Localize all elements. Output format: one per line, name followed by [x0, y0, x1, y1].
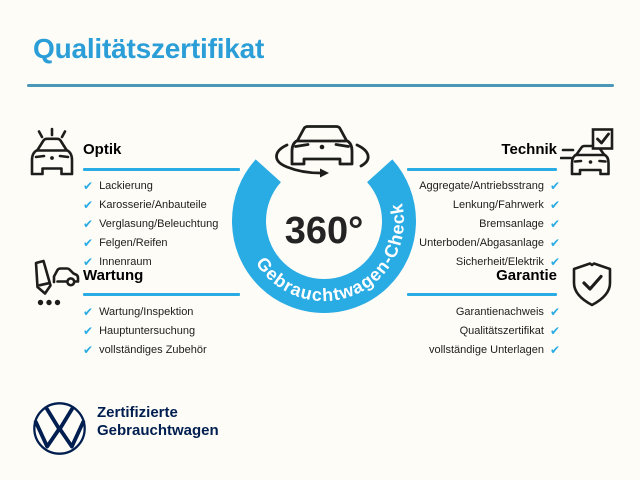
brand-wordmark	[97, 404, 219, 440]
checklist-item-label: Karosserie/Anbauteile	[99, 198, 207, 211]
check-icon: ✔	[83, 216, 94, 231]
checklist-optik	[83, 176, 218, 271]
check-icon: ✔	[549, 342, 560, 357]
checklist-item-label: Verglasung/Beleuchtung	[99, 217, 219, 230]
car-checkbox-icon	[560, 126, 616, 182]
brand-line-1: Zertifizierte	[97, 404, 178, 421]
checklist-item-label: Aggregate/Antriebsstrang	[419, 179, 544, 192]
checklist-item	[429, 340, 560, 359]
checklist-item-label: Wartung/Inspektion	[99, 305, 194, 318]
checklist-item	[419, 233, 560, 252]
checklist-item-label: Lenkung/Fahrwerk	[452, 198, 544, 211]
checklist-item	[419, 214, 560, 233]
section-title-wartung: Wartung	[83, 267, 144, 284]
checklist-item-label: Sicherheit/Elektrik	[455, 255, 544, 268]
checklist-item-label: Innenraum	[99, 255, 152, 268]
checklist-item-label: vollständiges Zubehör	[99, 343, 207, 356]
check-icon: ✔	[549, 197, 560, 212]
section-title-optik: Optik	[83, 141, 122, 158]
section-title-garantie: Garantie	[496, 267, 557, 284]
page-title: Qualitätszertifikat	[33, 33, 265, 64]
checklist-item	[419, 195, 560, 214]
checklist-item	[429, 302, 560, 321]
checklist-item	[419, 176, 560, 195]
checklist-garantie	[429, 302, 560, 359]
checklist-item	[83, 233, 218, 252]
checklist-item-label: Hauptuntersuchung	[99, 324, 196, 337]
check-icon: ✔	[549, 323, 560, 338]
rotating-car-icon	[276, 127, 368, 174]
check-icon: ✔	[549, 235, 560, 250]
brand-line-2: Gebrauchtwagen	[97, 422, 219, 439]
badge-360-ring	[225, 115, 425, 321]
check-icon: ✔	[83, 323, 94, 338]
check-icon: ✔	[83, 304, 94, 319]
check-icon: ✔	[549, 178, 560, 193]
checklist-technik	[419, 176, 560, 271]
checklist-item	[83, 176, 218, 195]
pencil-car-icon	[24, 256, 80, 312]
check-icon: ✔	[83, 235, 94, 250]
section-underline-technik	[407, 168, 557, 171]
checklist-item-label: vollständige Unterlagen	[428, 343, 544, 356]
section-underline-optik	[83, 168, 240, 171]
checklist-item	[83, 340, 207, 359]
checklist-wartung	[83, 302, 207, 359]
checklist-item-label: Bremsanlage	[479, 217, 544, 230]
checklist-item-label: Qualitätszertifikat	[459, 324, 544, 337]
check-icon: ✔	[83, 342, 94, 357]
shield-check-icon	[566, 258, 618, 310]
section-title-technik: Technik	[501, 141, 557, 158]
checklist-item	[83, 214, 218, 233]
check-icon: ✔	[83, 178, 94, 193]
checklist-item-label: Garantienachweis	[455, 305, 544, 318]
checklist-item-label: Unterboden/Abgasanlage	[419, 236, 544, 249]
rotation-arrowhead	[320, 169, 329, 178]
check-icon: ✔	[549, 304, 560, 319]
vw-logo	[31, 400, 88, 457]
check-icon: ✔	[549, 254, 560, 269]
car-logo-dot	[320, 145, 325, 150]
check-icon: ✔	[83, 254, 94, 269]
ring-label: Gebrauchtwagen-Check	[252, 201, 409, 306]
title-divider	[27, 84, 614, 87]
car-shine-icon	[24, 126, 80, 182]
section-underline-garantie	[407, 293, 557, 296]
checklist-item-label: Felgen/Reifen	[99, 236, 168, 249]
check-icon: ✔	[83, 197, 94, 212]
checklist-item	[83, 321, 207, 340]
checklist-item	[83, 195, 218, 214]
section-underline-wartung	[83, 293, 240, 296]
degree-label: 360°	[284, 210, 364, 252]
checklist-item-label: Lackierung	[99, 179, 153, 192]
checklist-item	[83, 302, 207, 321]
checklist-item	[429, 321, 560, 340]
check-icon: ✔	[549, 216, 560, 231]
